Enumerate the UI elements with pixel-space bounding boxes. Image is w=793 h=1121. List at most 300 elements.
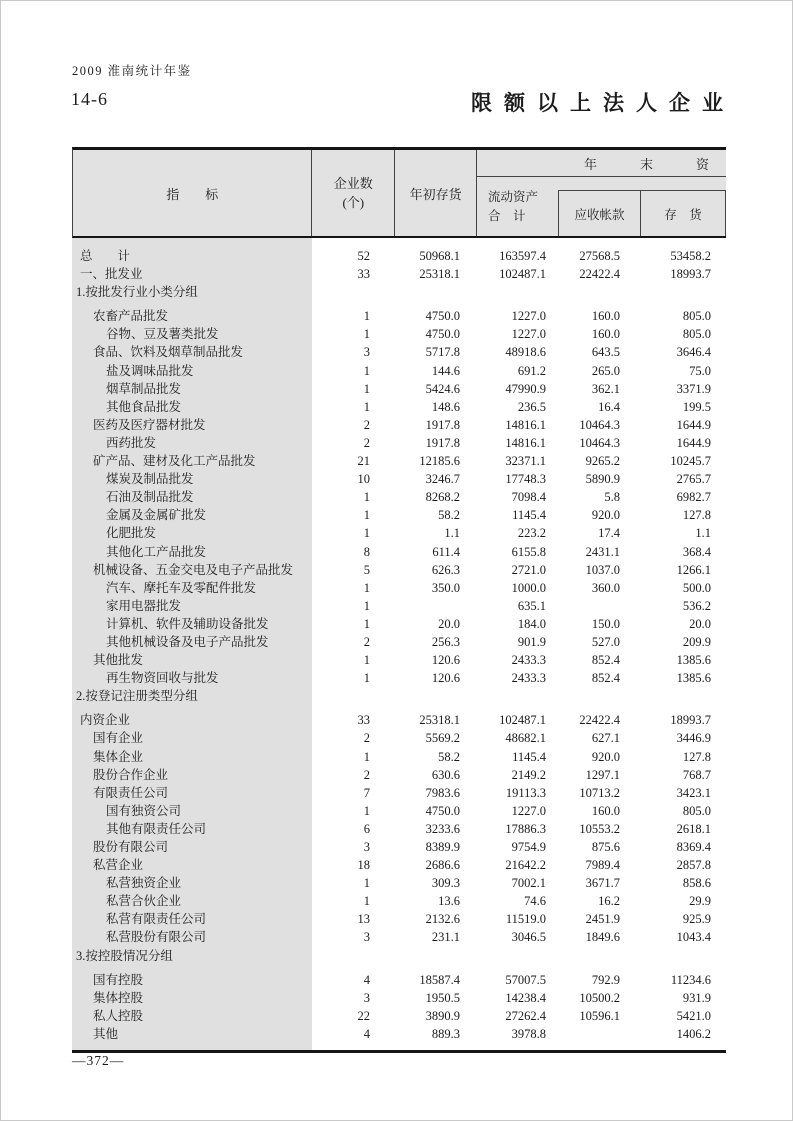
cell-current-assets: 9754.9 [511, 840, 546, 854]
row-indicator-label: 集体控股 [93, 990, 144, 1005]
table-row [72, 398, 726, 416]
table-row [72, 416, 726, 434]
cell-begin-inventory: 25318.1 [419, 713, 460, 728]
cell-inventory: 931.9 [682, 990, 711, 1005]
cell-current-assets: 1227.0 [511, 803, 546, 818]
cell-receivables: 10553.2 [579, 821, 620, 836]
cell-enterprise-count: 1 [363, 526, 370, 541]
cell-enterprise-count [312, 687, 395, 705]
cell-receivables: 527.0 [591, 634, 620, 649]
cell-inventory [640, 947, 726, 965]
cell-receivables: 5.8 [604, 490, 620, 505]
cell-receivables: 920.0 [591, 749, 620, 764]
cell-enterprise-count: 1 [363, 327, 370, 342]
cell-begin-inventory: 1917.8 [425, 417, 460, 432]
cell-inventory: 18993.7 [670, 267, 711, 282]
row-indicator-label: 国有控股 [93, 972, 144, 987]
cell-current-assets: 7098.4 [511, 490, 546, 505]
cell-enterprise-count: 1 [363, 653, 370, 668]
cell-receivables: 1297.1 [585, 767, 620, 782]
cell-current-assets: 3046.5 [511, 930, 546, 945]
cell-begin-inventory [395, 947, 477, 965]
table-row [72, 524, 726, 542]
cell-enterprise-count: 6 [363, 821, 370, 836]
table-row [72, 802, 726, 820]
cell-current-assets: 2433.3 [511, 653, 546, 668]
col-header-receivables: 应收帐款 [558, 190, 640, 236]
cell-inventory: 199.5 [682, 399, 711, 414]
row-indicator-label: 国有独资公司 [106, 803, 182, 818]
table-row [72, 247, 726, 265]
cell-inventory: 925.9 [682, 912, 711, 927]
cell-receivables [558, 687, 640, 705]
cell-begin-inventory: 256.3 [431, 634, 460, 649]
row-indicator-label: 其他有限责任公司 [106, 821, 207, 836]
table-row [72, 488, 726, 506]
cell-begin-inventory: 1917.8 [425, 435, 460, 450]
cell-receivables: 160.0 [591, 327, 620, 342]
table-row [72, 1007, 726, 1025]
cell-receivables: 875.6 [591, 840, 620, 854]
cell-enterprise-count: 2 [363, 417, 370, 432]
cell-enterprise-count: 4 [363, 1026, 370, 1041]
cell-enterprise-count: 1 [363, 309, 370, 324]
cell-current-assets [477, 947, 558, 965]
cell-receivables: 22422.4 [579, 713, 620, 728]
row-indicator-label: 化肥批发 [106, 526, 157, 541]
table-row [72, 892, 726, 910]
table-row [72, 928, 726, 946]
table-row [72, 434, 726, 452]
row-indicator-label: 其他 [93, 1026, 119, 1041]
cell-current-assets: 236.5 [517, 399, 546, 414]
row-indicator-label: 1.按批发行业小类分组 [76, 285, 198, 300]
cell-current-assets: 223.2 [517, 526, 546, 541]
cell-begin-inventory: 3233.6 [425, 821, 460, 836]
cell-current-assets: 1145.4 [512, 749, 546, 764]
table-row [72, 784, 726, 802]
cell-current-assets: 184.0 [517, 616, 546, 631]
row-indicator-label: 食品、饮料及烟草制品批发 [93, 345, 244, 360]
row-indicator-label: 其他批发 [93, 653, 144, 668]
cell-current-assets: 48682.1 [505, 731, 546, 746]
cell-inventory: 3371.9 [676, 381, 711, 396]
group-header-year-end-assets: 年 末 资 [477, 150, 726, 177]
cell-enterprise-count: 8 [363, 544, 370, 559]
cell-enterprise-count: 33 [357, 267, 370, 282]
row-indicator-label: 3.按控股情况分组 [76, 948, 173, 963]
cell-enterprise-count: 1 [363, 749, 370, 764]
cell-current-assets: 901.9 [517, 634, 546, 649]
cell-current-assets: 48918.6 [505, 345, 546, 360]
cell-receivables: 2431.1 [585, 544, 620, 559]
cell-inventory: 3423.1 [676, 785, 711, 800]
table-row [72, 543, 726, 561]
col-header-inventory: 存 货 [640, 190, 726, 236]
table-header [72, 147, 726, 238]
table-row [72, 947, 726, 965]
cell-inventory: 2618.1 [676, 821, 711, 836]
cell-receivables: 10464.3 [579, 435, 620, 450]
cell-current-assets: 2149.2 [511, 767, 546, 782]
cell-current-assets: 1227.0 [511, 309, 546, 324]
cell-begin-inventory: 5424.6 [425, 381, 460, 396]
row-indicator-label: 其他机械设备及电子产品批发 [106, 634, 269, 649]
cell-current-assets: 691.2 [517, 363, 546, 378]
cell-current-assets: 14816.1 [505, 417, 546, 432]
cell-begin-inventory: 120.6 [431, 671, 460, 686]
cell-enterprise-count: 1 [363, 671, 370, 686]
cell-enterprise-count: 1 [363, 580, 370, 595]
cell-receivables: 362.1 [591, 381, 620, 396]
cell-receivables [558, 947, 640, 965]
cell-inventory: 1043.4 [676, 930, 711, 945]
cell-enterprise-count: 2 [363, 767, 370, 782]
table-body [72, 238, 726, 1053]
cell-enterprise-count: 7 [363, 785, 370, 800]
cell-inventory: 1385.6 [676, 671, 711, 686]
table-row [72, 633, 726, 651]
table-row [72, 325, 726, 343]
cell-begin-inventory: 18587.4 [419, 972, 460, 987]
row-indicator-label: 西药批发 [106, 435, 157, 450]
table-row [72, 470, 726, 488]
col-header-current-assets-line2: 合 计 [488, 208, 526, 223]
row-indicator-label: 汽车、摩托车及零配件批发 [106, 580, 257, 595]
cell-current-assets: 57007.5 [505, 972, 546, 987]
cell-inventory: 75.0 [689, 363, 711, 378]
cell-receivables: 5890.9 [585, 472, 620, 487]
cell-enterprise-count: 1 [363, 490, 370, 505]
cell-inventory: 1644.9 [676, 417, 711, 432]
row-indicator-label: 私营合伙企业 [106, 894, 182, 909]
cell-current-assets: 163597.4 [499, 249, 546, 263]
cell-inventory: 209.9 [682, 634, 711, 649]
cell-inventory: 8369.4 [676, 840, 711, 854]
row-indicator-label: 机械设备、五金交电及电子产品批发 [93, 562, 294, 577]
cell-current-assets: 17886.3 [505, 821, 546, 836]
table-row [72, 343, 726, 361]
cell-enterprise-count: 52 [357, 249, 370, 263]
cell-current-assets: 47990.9 [505, 381, 546, 396]
table-row [72, 561, 726, 579]
cell-begin-inventory: 889.3 [431, 1026, 460, 1041]
row-indicator-label: 内资企业 [80, 713, 131, 728]
cell-current-assets: 7002.1 [511, 876, 546, 891]
cell-current-assets: 2433.3 [511, 671, 546, 686]
col-header-enterprise-count [312, 150, 395, 236]
cell-inventory: 29.9 [689, 894, 711, 909]
cell-inventory: 805.0 [682, 803, 711, 818]
cell-enterprise-count: 22 [357, 1008, 370, 1023]
cell-current-assets: 635.1 [517, 598, 546, 613]
row-indicator-label: 有限责任公司 [93, 785, 169, 800]
row-indicator-label: 私人控股 [93, 1008, 144, 1023]
cell-begin-inventory: 148.6 [431, 399, 460, 414]
table-row [72, 820, 726, 838]
cell-inventory: 500.0 [682, 580, 711, 595]
cell-current-assets [477, 687, 558, 705]
cell-enterprise-count: 13 [357, 912, 370, 927]
row-indicator-label: 金属及金属矿批发 [106, 508, 207, 523]
cell-begin-inventory [395, 597, 477, 615]
cell-enterprise-count: 3 [363, 345, 370, 360]
cell-begin-inventory: 5717.8 [425, 345, 460, 360]
cell-begin-inventory: 120.6 [431, 653, 460, 668]
cell-inventory: 1644.9 [676, 435, 711, 450]
table-row [72, 380, 726, 398]
cell-begin-inventory: 25318.1 [419, 267, 460, 282]
row-indicator-label: 2.按登记注册类型分组 [76, 689, 198, 704]
cell-receivables: 22422.4 [579, 267, 620, 282]
cell-inventory: 805.0 [682, 327, 711, 342]
table-row [72, 283, 726, 301]
cell-inventory: 127.8 [682, 749, 711, 764]
row-indicator-label: 煤炭及制品批发 [106, 472, 194, 487]
row-indicator-label: 国有企业 [93, 731, 144, 746]
cell-begin-inventory [395, 687, 477, 705]
cell-inventory: 536.2 [682, 598, 711, 613]
cell-begin-inventory: 350.0 [431, 580, 460, 595]
cell-current-assets: 17748.3 [505, 472, 546, 487]
cell-inventory: 805.0 [682, 309, 711, 324]
table-row [72, 971, 726, 989]
cell-begin-inventory: 8389.9 [425, 840, 460, 854]
row-indicator-label: 总 计 [80, 249, 131, 263]
cell-current-assets: 14816.1 [505, 435, 546, 450]
cell-begin-inventory: 13.6 [438, 894, 460, 909]
cell-enterprise-count: 1 [363, 616, 370, 631]
cell-enterprise-count: 1 [363, 803, 370, 818]
statistics-table [72, 147, 726, 1053]
cell-inventory: 858.6 [682, 876, 711, 891]
row-indicator-label: 一、批发业 [80, 267, 143, 282]
cell-begin-inventory: 20.0 [438, 616, 460, 631]
cell-enterprise-count: 10 [357, 472, 370, 487]
cell-enterprise-count [312, 283, 395, 301]
col-header-enterprise-count-line1: 企业数 [333, 176, 373, 191]
cell-receivables: 16.2 [598, 894, 620, 909]
cell-enterprise-count: 4 [363, 972, 370, 987]
cell-begin-inventory: 626.3 [431, 562, 460, 577]
cell-begin-inventory: 1950.5 [425, 990, 460, 1005]
cell-receivables: 150.0 [591, 616, 620, 631]
cell-enterprise-count: 2 [363, 634, 370, 649]
cell-current-assets: 27262.4 [505, 1008, 546, 1023]
row-indicator-label: 盐及调味品批发 [106, 363, 194, 378]
cell-enterprise-count [312, 947, 395, 965]
row-indicator-label: 集体企业 [93, 749, 144, 764]
cell-receivables: 1037.0 [585, 562, 620, 577]
cell-begin-inventory [395, 283, 477, 301]
cell-inventory: 1406.2 [676, 1026, 711, 1041]
row-indicator-label: 再生物资回收与批发 [106, 671, 219, 686]
cell-receivables: 3671.7 [585, 876, 620, 891]
cell-enterprise-count: 33 [357, 713, 370, 728]
cell-enterprise-count: 1 [363, 876, 370, 891]
cell-begin-inventory: 1.1 [444, 526, 460, 541]
table-row [72, 362, 726, 380]
cell-inventory: 5421.0 [676, 1008, 711, 1023]
cell-begin-inventory: 309.3 [431, 876, 460, 891]
cell-receivables: 10713.2 [579, 785, 620, 800]
table-row [72, 506, 726, 524]
cell-inventory: 2765.7 [676, 472, 711, 487]
cell-begin-inventory: 231.1 [431, 930, 460, 945]
table-row [72, 766, 726, 784]
table-row [72, 856, 726, 874]
table-row [72, 669, 726, 687]
cell-receivables: 920.0 [591, 508, 620, 523]
cell-inventory: 18993.7 [670, 713, 711, 728]
cell-inventory [640, 283, 726, 301]
col-header-current-assets-line1: 流动资产 [488, 189, 539, 204]
cell-current-assets: 102487.1 [499, 713, 546, 728]
cell-current-assets: 21642.2 [505, 858, 546, 873]
cell-begin-inventory: 5569.2 [425, 731, 460, 746]
cell-inventory: 3646.4 [676, 345, 711, 360]
row-indicator-label: 矿产品、建材及化工产品批发 [93, 454, 256, 469]
table-row [72, 615, 726, 633]
table-row [72, 989, 726, 1007]
cell-receivables: 360.0 [591, 580, 620, 595]
cell-begin-inventory: 8268.2 [425, 490, 460, 505]
cell-receivables: 852.4 [591, 653, 620, 668]
cell-current-assets: 1000.0 [511, 580, 546, 595]
cell-enterprise-count: 18 [357, 858, 370, 873]
cell-receivables: 9265.2 [585, 454, 620, 469]
cell-receivables: 1849.6 [585, 930, 620, 945]
row-indicator-label: 家用电器批发 [106, 598, 182, 613]
cell-receivables: 160.0 [591, 803, 620, 818]
cell-inventory: 2857.8 [676, 858, 711, 873]
row-indicator-label: 烟草制品批发 [106, 381, 182, 396]
cell-begin-inventory: 12185.6 [419, 454, 460, 469]
row-indicator-label: 私营企业 [93, 858, 144, 873]
cell-begin-inventory: 611.4 [432, 544, 460, 559]
table-row [72, 265, 726, 283]
cell-enterprise-count: 1 [363, 399, 370, 414]
cell-current-assets: 1145.4 [512, 508, 546, 523]
cell-begin-inventory: 58.2 [438, 508, 460, 523]
cell-inventory: 20.0 [689, 616, 711, 631]
cell-current-assets: 3978.8 [511, 1026, 546, 1041]
row-indicator-label: 石油及制品批发 [106, 490, 194, 505]
cell-current-assets: 11519.0 [505, 912, 546, 927]
cell-current-assets: 6155.8 [511, 544, 546, 559]
cell-current-assets: 1227.0 [511, 327, 546, 342]
col-header-begin-inventory: 年初存货 [395, 150, 477, 236]
cell-inventory: 3446.9 [676, 731, 711, 746]
cell-enterprise-count: 1 [363, 598, 370, 613]
cell-current-assets: 2721.0 [511, 562, 546, 577]
table-row [72, 307, 726, 325]
cell-enterprise-count: 21 [357, 454, 370, 469]
cell-enterprise-count: 5 [363, 562, 370, 577]
cell-receivables: 10464.3 [579, 417, 620, 432]
row-indicator-label: 私营股份有限公司 [106, 930, 207, 945]
cell-receivables: 27568.5 [579, 249, 620, 263]
cell-enterprise-count: 1 [363, 363, 370, 378]
cell-inventory: 6982.7 [676, 490, 711, 505]
cell-inventory: 1.1 [695, 526, 711, 541]
cell-enterprise-count: 3 [363, 990, 370, 1005]
cell-receivables: 16.4 [598, 399, 620, 414]
row-indicator-label: 私营有限责任公司 [106, 912, 207, 927]
cell-begin-inventory: 630.6 [431, 767, 460, 782]
cell-receivables: 2451.9 [585, 912, 620, 927]
cell-enterprise-count: 1 [363, 894, 370, 909]
cell-receivables [558, 283, 640, 301]
table-row [72, 579, 726, 597]
cell-current-assets: 14238.4 [505, 990, 546, 1005]
cell-receivables: 10500.2 [579, 990, 620, 1005]
cell-inventory: 53458.2 [670, 249, 711, 263]
cell-enterprise-count: 2 [363, 435, 370, 450]
table-row [72, 687, 726, 705]
row-indicator-label: 谷物、豆及薯类批发 [106, 327, 219, 342]
cell-begin-inventory: 3246.7 [425, 472, 460, 487]
cell-inventory [640, 687, 726, 705]
cell-begin-inventory: 144.6 [431, 363, 460, 378]
cell-begin-inventory: 58.2 [438, 749, 460, 764]
table-row [72, 838, 726, 856]
page-number: —372— [72, 1053, 125, 1068]
table-row [72, 711, 726, 729]
table-row [72, 1025, 726, 1043]
cell-begin-inventory: 2686.6 [425, 858, 460, 873]
book-title: 2009 淮南统计年鉴 [72, 64, 192, 78]
row-indicator-label: 其他食品批发 [106, 399, 182, 414]
table-number: 14-6 [71, 89, 108, 109]
row-indicator-label: 医药及医疗器材批发 [93, 417, 206, 432]
cell-receivables: 627.1 [591, 731, 620, 746]
cell-inventory: 11234.6 [670, 972, 711, 987]
cell-current-assets: 102487.1 [499, 267, 546, 282]
cell-receivables [558, 597, 640, 615]
cell-enterprise-count: 3 [363, 840, 370, 854]
cell-receivables: 643.5 [591, 345, 620, 360]
table-row [72, 729, 726, 747]
table-row [72, 910, 726, 928]
cell-current-assets: 74.6 [524, 894, 546, 909]
cell-inventory: 368.4 [682, 544, 711, 559]
cell-begin-inventory: 50968.1 [419, 249, 460, 263]
table-row [72, 748, 726, 766]
cell-enterprise-count: 2 [363, 731, 370, 746]
row-indicator-label: 农畜产品批发 [93, 309, 169, 324]
cell-inventory: 127.8 [682, 508, 711, 523]
cell-enterprise-count: 3 [363, 930, 370, 945]
row-indicator-label: 股份合作企业 [93, 767, 169, 782]
group-subheaders [477, 177, 726, 236]
row-indicator-label: 私营独资企业 [106, 876, 182, 891]
cell-inventory: 10245.7 [670, 454, 711, 469]
cell-inventory: 1266.1 [676, 562, 711, 577]
cell-current-assets: 19113.3 [505, 785, 546, 800]
row-indicator-label: 股份有限公司 [93, 840, 169, 854]
cell-begin-inventory: 3890.9 [425, 1008, 460, 1023]
table-row [72, 597, 726, 615]
cell-receivables: 852.4 [591, 671, 620, 686]
cell-begin-inventory: 7983.6 [425, 785, 460, 800]
cell-receivables [558, 1025, 640, 1043]
table-title: 限额以上法人企业 [471, 91, 735, 115]
cell-receivables: 10596.1 [579, 1008, 620, 1023]
cell-begin-inventory: 2132.6 [425, 912, 460, 927]
cell-receivables: 265.0 [591, 363, 620, 378]
table-row [72, 651, 726, 669]
